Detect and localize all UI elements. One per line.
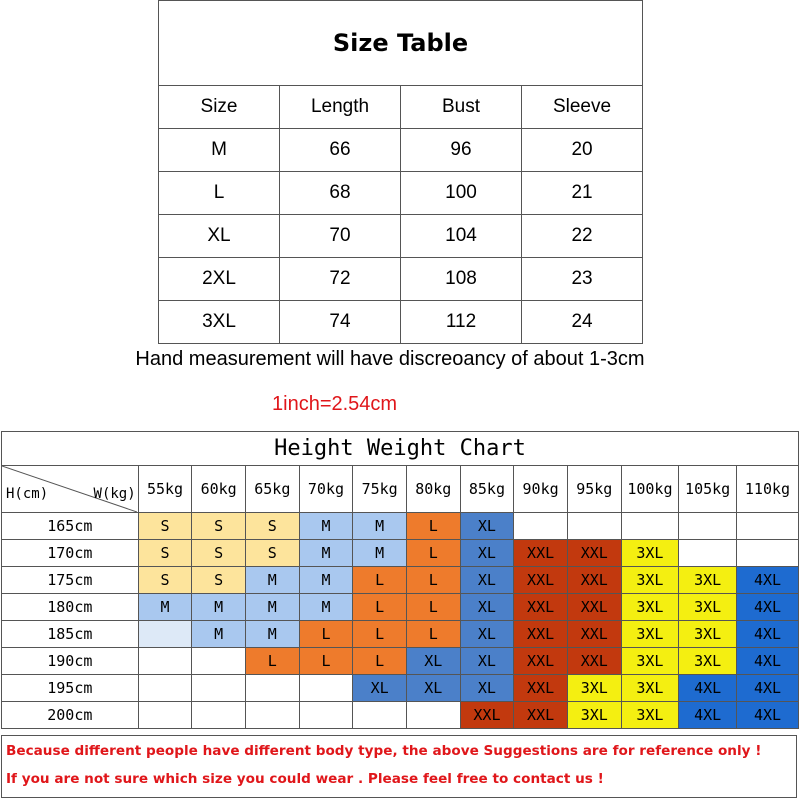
sleeve-cell: 20 (522, 129, 643, 172)
bust-header: Bust (401, 86, 522, 129)
size-suggestion-cell: M (245, 621, 299, 648)
size-suggestion-cell: S (192, 513, 246, 540)
height-weight-chart (1, 431, 799, 729)
size-suggestion-cell: 3XL (621, 675, 679, 702)
size-table (158, 0, 643, 344)
size-suggestion-cell: XL (406, 675, 460, 702)
bust-cell: 112 (401, 301, 522, 344)
size-suggestion-cell: L (406, 513, 460, 540)
table-row (159, 215, 643, 258)
size-suggestion-cell: L (245, 648, 299, 675)
size-suggestion-cell: XXL (567, 540, 621, 567)
weight-header: 90kg (514, 466, 568, 513)
size-suggestion-cell: XXL (514, 648, 568, 675)
size-suggestion-cell: L (353, 567, 407, 594)
length-cell: 66 (280, 129, 401, 172)
size-suggestion-cell (138, 702, 192, 729)
table-row (2, 675, 799, 702)
size-suggestion-cell: M (299, 540, 353, 567)
size-cell: XL (159, 215, 280, 258)
height-label: 165cm (2, 513, 139, 540)
size-suggestion-cell: M (192, 594, 246, 621)
size-suggestion-cell: M (353, 540, 407, 567)
size-suggestion-cell: 3XL (679, 594, 737, 621)
size-suggestion-cell: L (406, 594, 460, 621)
bust-cell: 108 (401, 258, 522, 301)
weight-header: 65kg (245, 466, 299, 513)
bust-cell: 100 (401, 172, 522, 215)
size-suggestion-cell: L (406, 567, 460, 594)
size-suggestion-cell: XXL (514, 621, 568, 648)
table-row (2, 567, 799, 594)
sleeve-cell: 24 (522, 301, 643, 344)
table-row (2, 702, 799, 729)
size-cell: L (159, 172, 280, 215)
table-row (159, 172, 643, 215)
size-suggestion-cell: 3XL (679, 567, 737, 594)
size-suggestion-cell: XXL (567, 648, 621, 675)
disclaimer-line-2: If you are not sure which size you could wear . Please feel free to contact us ! (6, 771, 604, 787)
length-cell: 70 (280, 215, 401, 258)
weight-header: 80kg (406, 466, 460, 513)
sleeve-cell: 23 (522, 258, 643, 301)
size-suggestion-cell (736, 513, 798, 540)
weight-header: 110kg (736, 466, 798, 513)
size-suggestion-cell: XL (460, 621, 514, 648)
size-suggestion-cell (621, 513, 679, 540)
disclaimer-box (1, 735, 797, 798)
sleeve-cell: 21 (522, 172, 643, 215)
size-suggestion-cell (192, 648, 246, 675)
size-suggestion-cell: L (353, 621, 407, 648)
bust-cell: 96 (401, 129, 522, 172)
size-suggestion-cell (353, 702, 407, 729)
size-suggestion-cell: 3XL (621, 594, 679, 621)
size-suggestion-cell (245, 702, 299, 729)
size-suggestion-cell (736, 540, 798, 567)
height-label: 170cm (2, 540, 139, 567)
size-table-title: Size Table (159, 1, 643, 86)
size-suggestion-cell: 3XL (679, 621, 737, 648)
table-row (2, 540, 799, 567)
size-suggestion-cell (299, 675, 353, 702)
weight-header: 60kg (192, 466, 246, 513)
table-row (159, 258, 643, 301)
size-suggestion-cell: L (406, 540, 460, 567)
size-suggestion-cell: M (245, 594, 299, 621)
length-cell: 72 (280, 258, 401, 301)
size-suggestion-cell: L (353, 648, 407, 675)
chart-corner-cell (2, 466, 139, 513)
size-table-header-row (159, 86, 643, 129)
height-label: 180cm (2, 594, 139, 621)
size-suggestion-cell (567, 513, 621, 540)
size-suggestion-cell: XXL (460, 702, 514, 729)
size-suggestion-cell: L (299, 621, 353, 648)
size-suggestion-cell (514, 513, 568, 540)
size-suggestion-cell: S (138, 513, 192, 540)
size-suggestion-cell: 3XL (621, 702, 679, 729)
size-suggestion-cell: S (192, 540, 246, 567)
size-cell: 2XL (159, 258, 280, 301)
size-suggestion-cell: M (138, 594, 192, 621)
size-suggestion-cell: XXL (567, 567, 621, 594)
size-suggestion-cell: S (138, 567, 192, 594)
size-suggestion-cell: XL (460, 540, 514, 567)
size-suggestion-cell: 3XL (621, 648, 679, 675)
weight-header: 105kg (679, 466, 737, 513)
size-suggestion-cell: XL (353, 675, 407, 702)
size-suggestion-cell: 3XL (621, 540, 679, 567)
size-suggestion-cell: XL (460, 513, 514, 540)
size-suggestion-cell: XL (460, 675, 514, 702)
size-suggestion-cell: M (299, 567, 353, 594)
weight-header: 75kg (353, 466, 407, 513)
size-suggestion-cell: L (406, 621, 460, 648)
size-suggestion-cell: L (299, 648, 353, 675)
size-suggestion-cell: XXL (514, 567, 568, 594)
size-suggestion-cell: XXL (514, 540, 568, 567)
size-suggestion-cell: 4XL (736, 594, 798, 621)
size-suggestion-cell: XXL (514, 594, 568, 621)
table-row (2, 513, 799, 540)
size-suggestion-cell (192, 702, 246, 729)
size-suggestion-cell: S (245, 513, 299, 540)
size-suggestion-cell: 4XL (736, 675, 798, 702)
size-suggestion-cell: S (245, 540, 299, 567)
size-suggestion-cell: S (138, 540, 192, 567)
size-suggestion-cell (245, 675, 299, 702)
size-suggestion-cell (299, 702, 353, 729)
weight-header: 100kg (621, 466, 679, 513)
size-suggestion-cell: XL (460, 594, 514, 621)
size-suggestion-cell: 4XL (736, 702, 798, 729)
size-cell: 3XL (159, 301, 280, 344)
height-label: 175cm (2, 567, 139, 594)
table-row (159, 129, 643, 172)
weight-header: 95kg (567, 466, 621, 513)
size-suggestion-cell: 4XL (679, 675, 737, 702)
size-suggestion-cell (138, 621, 192, 648)
size-suggestion-cell (679, 540, 737, 567)
size-suggestion-cell (138, 675, 192, 702)
size-suggestion-cell: XL (406, 648, 460, 675)
size-suggestion-cell (138, 648, 192, 675)
disclaimer-line-1: Because different people have different body type, the above Suggestions are for reference only ! (6, 743, 762, 759)
size-suggestion-cell: 4XL (679, 702, 737, 729)
size-suggestion-cell: 3XL (567, 675, 621, 702)
size-suggestion-cell: 3XL (621, 621, 679, 648)
size-suggestion-cell: M (299, 594, 353, 621)
size-suggestion-cell: XXL (514, 675, 568, 702)
size-header: Size (159, 86, 280, 129)
hand-measurement-note: Hand measurement will have discreoancy of about 1-3cm (135, 348, 645, 370)
sleeve-cell: 22 (522, 215, 643, 258)
table-row (2, 594, 799, 621)
size-suggestion-cell: 3XL (679, 648, 737, 675)
size-suggestion-cell: XL (460, 567, 514, 594)
size-suggestion-cell: 4XL (736, 567, 798, 594)
size-suggestion-cell: L (353, 594, 407, 621)
size-suggestion-cell (192, 675, 246, 702)
weight-header: 70kg (299, 466, 353, 513)
height-axis-label: H(cm) (6, 486, 49, 502)
size-suggestion-cell: 4XL (736, 621, 798, 648)
size-suggestion-cell: XXL (567, 594, 621, 621)
size-cell: M (159, 129, 280, 172)
table-row (2, 621, 799, 648)
size-suggestion-cell: 3XL (567, 702, 621, 729)
height-weight-chart-title: Height Weight Chart (2, 432, 799, 466)
size-suggestion-cell: S (192, 567, 246, 594)
size-suggestion-cell: XL (460, 648, 514, 675)
length-cell: 74 (280, 301, 401, 344)
bust-cell: 104 (401, 215, 522, 258)
size-suggestion-cell: M (192, 621, 246, 648)
size-suggestion-cell (406, 702, 460, 729)
height-label: 185cm (2, 621, 139, 648)
inch-conversion-note: 1inch=2.54cm (272, 393, 398, 415)
weight-header: 85kg (460, 466, 514, 513)
size-suggestion-cell: 3XL (621, 567, 679, 594)
weight-header: 55kg (138, 466, 192, 513)
weight-header-row (2, 466, 799, 513)
height-label: 195cm (2, 675, 139, 702)
size-suggestion-cell: M (353, 513, 407, 540)
size-suggestion-cell: 4XL (736, 648, 798, 675)
table-row (159, 301, 643, 344)
size-suggestion-cell: XXL (567, 621, 621, 648)
length-header: Length (280, 86, 401, 129)
table-row (2, 648, 799, 675)
weight-axis-label: W(kg) (93, 486, 136, 502)
length-cell: 68 (280, 172, 401, 215)
size-suggestion-cell (679, 513, 737, 540)
size-suggestion-cell: M (245, 567, 299, 594)
size-suggestion-cell: XXL (514, 702, 568, 729)
height-label: 190cm (2, 648, 139, 675)
height-label: 200cm (2, 702, 139, 729)
size-suggestion-cell: M (299, 513, 353, 540)
sleeve-header: Sleeve (522, 86, 643, 129)
